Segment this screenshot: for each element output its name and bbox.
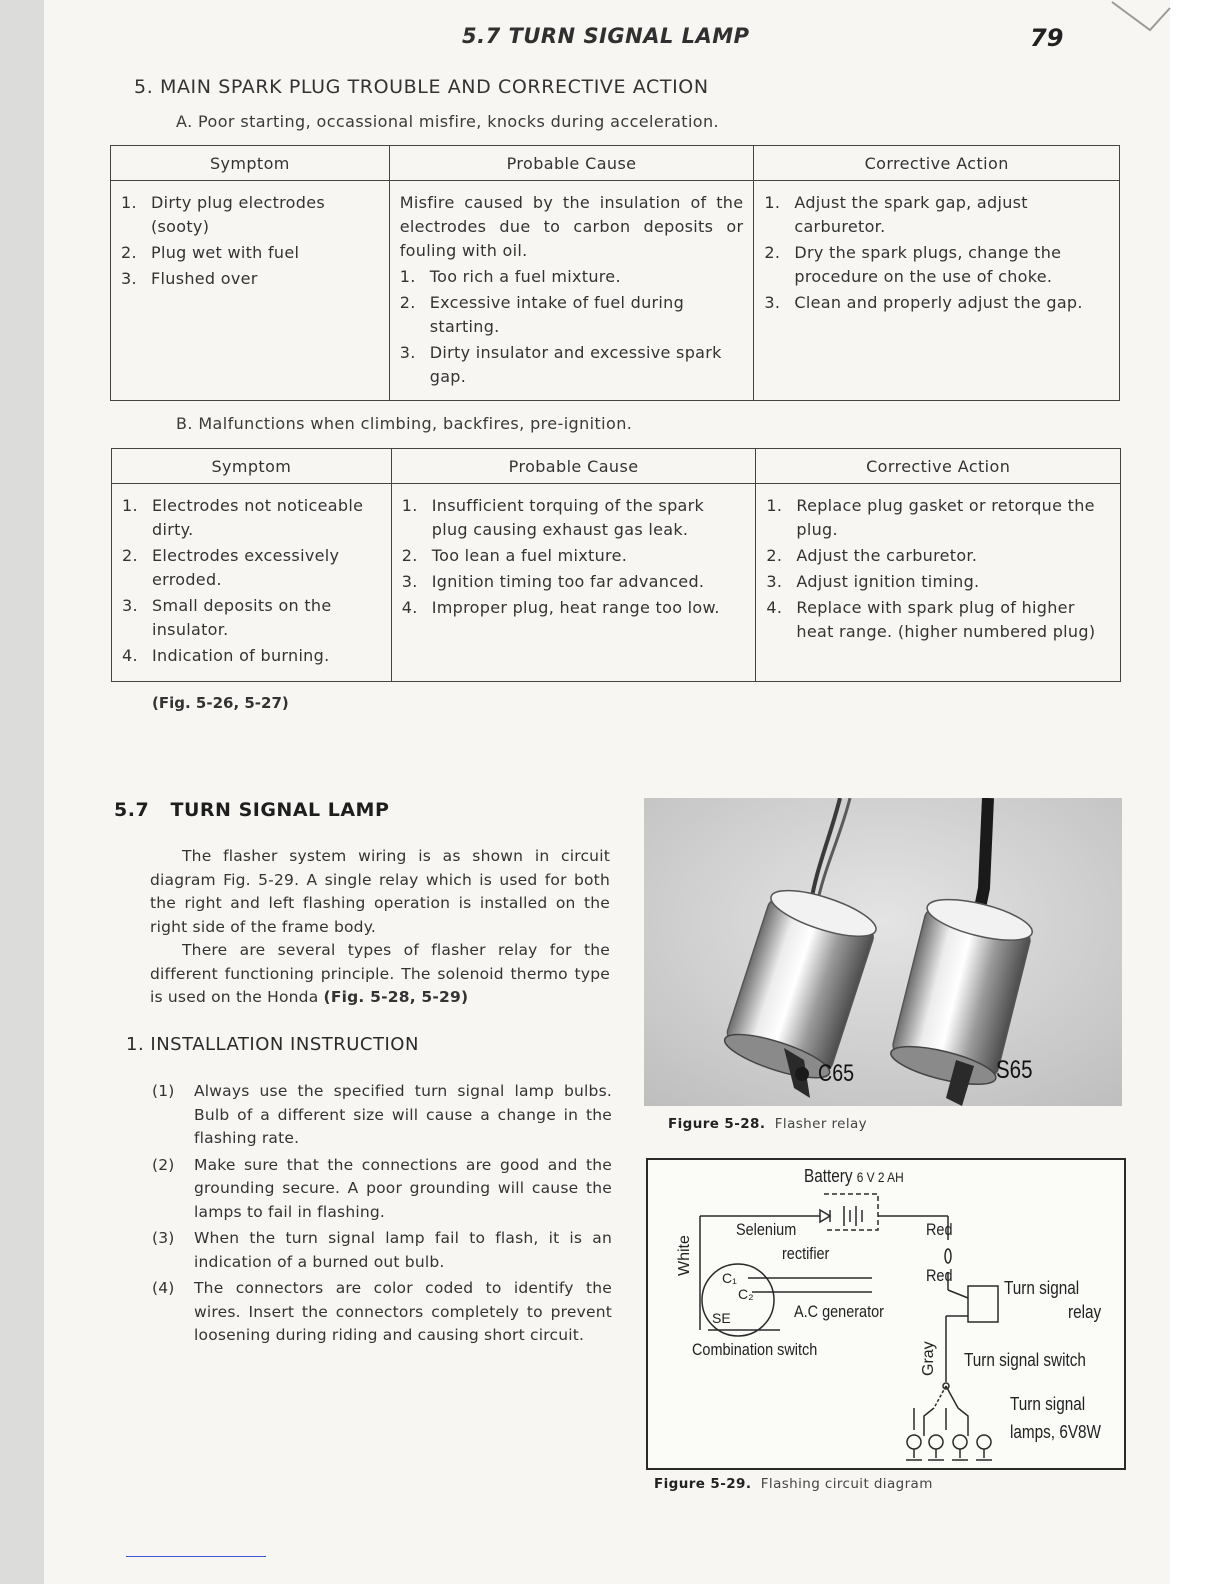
table-b-symptom-cell (112, 484, 392, 682)
flasher-relay-photo (644, 798, 1122, 1106)
scan-left-margin (0, 0, 44, 1584)
section-57-heading (114, 799, 389, 821)
figure-reference: (Fig. 5-26, 5-27) (152, 694, 289, 712)
table-a-header-action: Corrective Action (754, 146, 1120, 181)
table-b-header-symptom: Symptom (112, 449, 392, 484)
list-item: 1. Adjust the spark gap, adjust carburetor. (764, 193, 1028, 236)
c65-label: C65 (818, 1060, 855, 1087)
rectifier-label: rectifier (782, 1244, 830, 1263)
list-item: 1. Electrodes not noticeable dirty. (122, 496, 364, 539)
red-wire-label-2: Red (926, 1266, 953, 1285)
combination-switch-label: Combination switch (692, 1340, 818, 1359)
table-a-symptom-cell (111, 181, 390, 401)
c1-label: C₁ (722, 1270, 737, 1286)
list-item: (3) When the turn signal lamp fail to flash, it is an indication of a burned out bulb. (152, 1229, 612, 1271)
table-b-cause-cell (391, 484, 756, 682)
list-item: (4) The connectors are color coded to identify the wires. Insert the connectors completely to prevent loosening during riding and causing short circuit. (152, 1279, 612, 1344)
battery-label: Battery 6 V 2 AH (804, 1166, 904, 1186)
list-item: 3. Flushed over (121, 269, 258, 288)
list-item: (2) Make sure that the connections are good and the grounding secure. A poor grounding will cause the lamps to fail in flashing. (152, 1155, 612, 1221)
installation-heading: 1. INSTALLATION INSTRUCTION (126, 1034, 419, 1055)
section-number: 5.7 (114, 799, 150, 821)
figure-28-caption: Figure 5-28. Flasher relay (668, 1116, 868, 1132)
list-item: 4. Indication of burning. (122, 646, 330, 665)
section-title: TURN SIGNAL LAMP (170, 799, 390, 821)
relay-label-line2: relay (1068, 1302, 1102, 1322)
paragraph: The flasher system wiring is as shown in circuit diagram Fig. 5-29. A single relay which is used for both the right and left flashing operation is installed on the right side of the frame body. (150, 847, 610, 936)
list-item: 1. Too rich a fuel mixture. (399, 267, 621, 286)
c2-label: C₂ (738, 1286, 754, 1302)
paragraph: There are several types of flasher relay for the different functioning principle. The solenoid thermo type is used on the Honda (Fig. 5-28, 5-29) (150, 941, 610, 1006)
list-item: (1) Always use the specified turn signal lamp bulbs. Bulb of a different size will cause a change in the flashing rate. (152, 1082, 612, 1147)
footer-underline (126, 1556, 266, 1557)
list-item: 3. Clean and properly adjust the gap. (764, 293, 1083, 312)
gray-wire-label: Gray (920, 1341, 937, 1376)
trouble-table-a (110, 145, 1120, 401)
red-wire-label-1: Red (926, 1220, 953, 1239)
list-item: 4. Improper plug, heat range too low. (401, 598, 720, 617)
list-item: 2. Dry the spark plugs, change the procedure on the use of choke. (764, 243, 1062, 286)
list-item: 3. Small deposits on the insulator. (122, 596, 332, 639)
list-item: 1. Insufficient torquing of the spark plug causing exhaust gas leak. (401, 496, 705, 539)
list-item: 2. Adjust the carburetor. (766, 546, 978, 565)
ac-generator-label: A.C generator (794, 1302, 884, 1321)
lamps-label-line2: lamps, 6V8W (1010, 1422, 1101, 1442)
installation-list (152, 1080, 612, 1351)
section-5-heading: 5. MAIN SPARK PLUG TROUBLE AND CORRECTIVE ACTION (134, 76, 709, 98)
page-number: 79 (1030, 24, 1064, 52)
turn-switch-label: Turn signal switch (964, 1350, 1086, 1370)
scan-right-margin (1170, 0, 1224, 1584)
list-item: 2. Excessive intake of fuel during starting. (399, 293, 685, 336)
section-57-body (150, 845, 610, 1010)
list-item: 2. Electrodes excessively erroded. (122, 546, 340, 589)
list-item: 1. Dirty plug electrodes (sooty) (121, 193, 326, 236)
trouble-table-b (111, 448, 1121, 682)
list-item: 3. Ignition timing too far advanced. (401, 572, 705, 591)
cause-intro: Misfire caused by the insulation of the electrodes due to carbon deposits or fouling with oil. (399, 193, 744, 260)
list-item: 3. Adjust ignition timing. (766, 572, 980, 591)
subsection-b-title: B. Malfunctions when climbing, backfires, pre-ignition. (176, 414, 633, 433)
se-label: SE (712, 1310, 731, 1326)
list-item: 1. Replace plug gasket or retorque the plug. (766, 496, 1095, 539)
list-item: 4. Replace with spark plug of higher heat range. (higher numbered plug) (766, 598, 1096, 641)
list-item: 2. Too lean a fuel mixture. (401, 546, 628, 565)
lamps-label-line1: Turn signal (1010, 1394, 1086, 1414)
selenium-label: Selenium (736, 1220, 797, 1239)
table-a-header-symptom: Symptom (111, 146, 390, 181)
figure-29-caption: Figure 5-29. Flashing circuit diagram (654, 1476, 933, 1492)
flasher-relay-illustration (644, 798, 1122, 1106)
white-wire-label: White (676, 1235, 693, 1276)
table-a-action-cell (754, 181, 1120, 401)
list-item: 2. Plug wet with fuel (121, 243, 300, 262)
page-corner-fold (1110, 0, 1172, 36)
relay-label-line1: Turn signal (1004, 1278, 1080, 1298)
flashing-circuit-diagram (646, 1158, 1126, 1470)
list-item: 3. Dirty insulator and excessive spark gap. (399, 343, 722, 386)
figure-reference: (Fig. 5-28, 5-29) (323, 988, 469, 1006)
table-b-action-cell (756, 484, 1121, 682)
table-b-header-cause: Probable Cause (391, 449, 756, 484)
table-a-header-cause: Probable Cause (389, 146, 754, 181)
s65-label: S65 (996, 1056, 1033, 1084)
running-title: 5.7 TURN SIGNAL LAMP (462, 24, 750, 48)
table-b-header-action: Corrective Action (756, 449, 1121, 484)
table-a-cause-cell (389, 181, 754, 401)
subsection-a-title: A. Poor starting, occassional misfire, knocks during acceleration. (176, 112, 720, 131)
